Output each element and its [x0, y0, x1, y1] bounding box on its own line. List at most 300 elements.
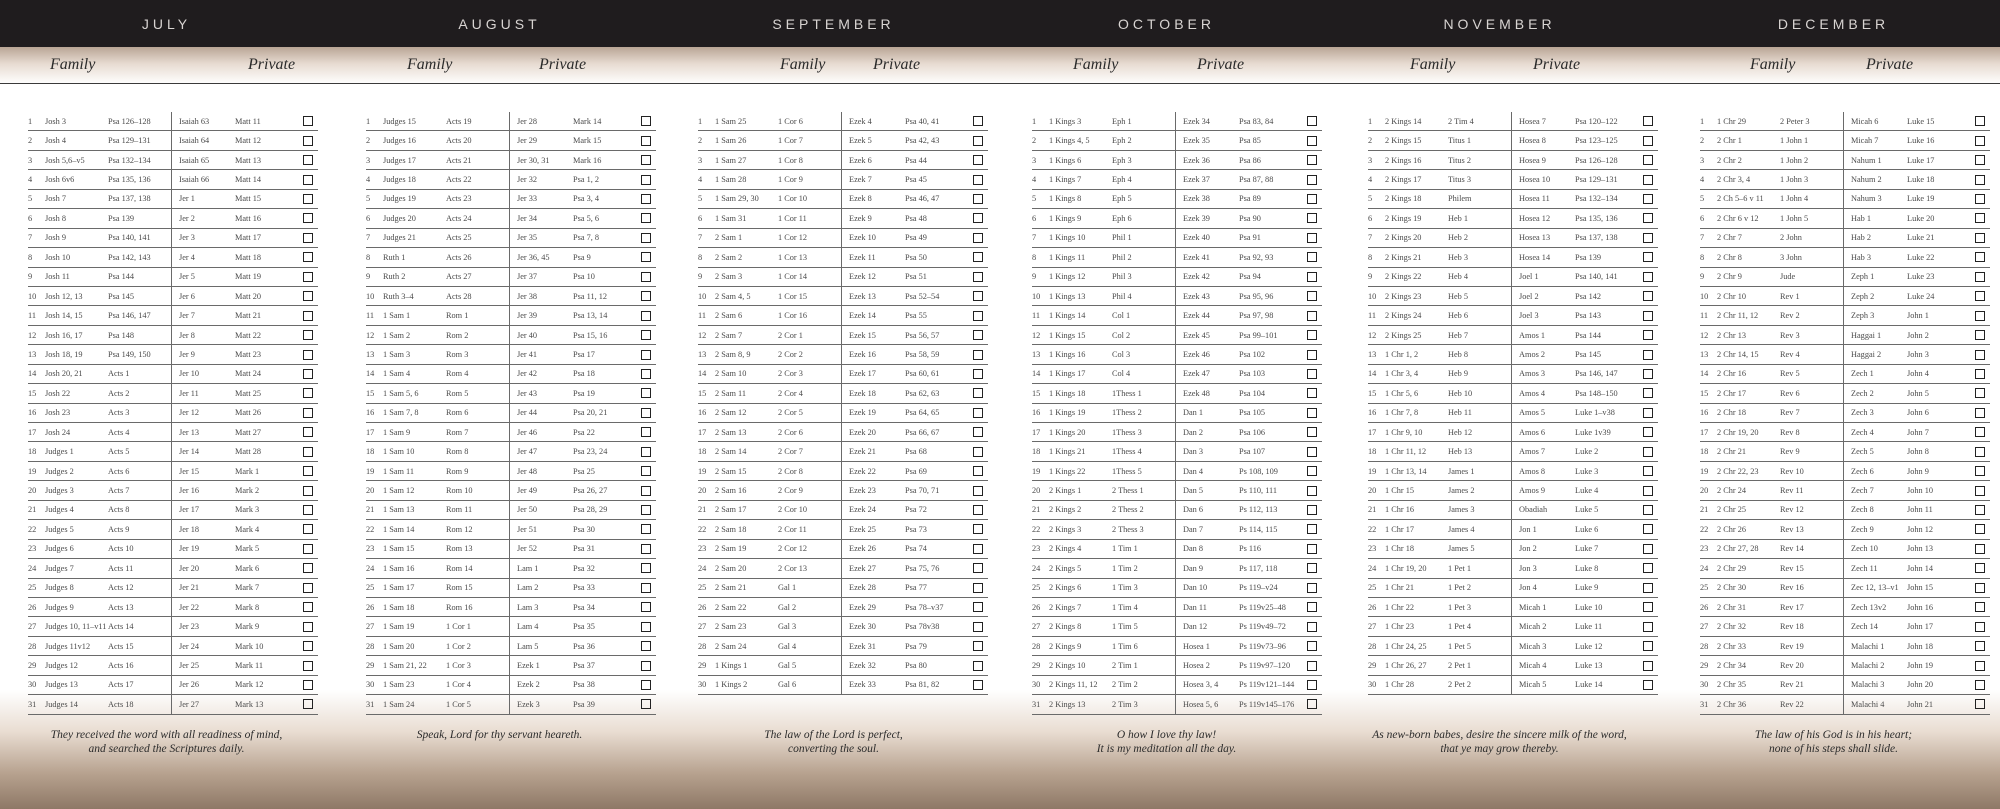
- done-checkbox[interactable]: [973, 524, 983, 534]
- family-reading-2: Eph 6: [1112, 209, 1176, 228]
- done-checkbox[interactable]: [1307, 622, 1317, 632]
- table-row: [28, 170, 318, 189]
- private-reading-1: Jer 7: [172, 306, 236, 325]
- done-checkbox[interactable]: [641, 583, 651, 593]
- done-checkbox[interactable]: [1307, 699, 1317, 709]
- done-checkbox[interactable]: [641, 291, 651, 301]
- private-reading-2: Psa 77: [905, 578, 968, 597]
- family-reading-1: Josh 23: [45, 403, 108, 422]
- done-checkbox[interactable]: [973, 350, 983, 360]
- done-checkbox[interactable]: [641, 641, 651, 651]
- family-reading-1: 2 Kings 9: [1049, 636, 1112, 655]
- done-checkbox[interactable]: [1975, 213, 1985, 223]
- family-reading-2: Psa 148: [108, 325, 172, 344]
- done-checkbox[interactable]: [1643, 641, 1653, 651]
- done-checkbox[interactable]: [641, 252, 651, 262]
- done-checkbox[interactable]: [973, 194, 983, 204]
- table-row: [28, 539, 318, 558]
- checkbox-cell: [1638, 461, 1658, 480]
- done-checkbox[interactable]: [1975, 544, 1985, 554]
- done-checkbox[interactable]: [1975, 252, 1985, 262]
- done-checkbox[interactable]: [1643, 350, 1653, 360]
- private-reading-1: Isaiah 63: [172, 112, 236, 131]
- done-checkbox[interactable]: [303, 213, 313, 223]
- day-number: 20: [1032, 481, 1049, 500]
- done-checkbox[interactable]: [1307, 136, 1317, 146]
- private-reading-2: John 3: [1907, 345, 1970, 364]
- done-checkbox[interactable]: [303, 233, 313, 243]
- table-row: [28, 617, 318, 636]
- done-checkbox[interactable]: [973, 641, 983, 651]
- done-checkbox[interactable]: [303, 427, 313, 437]
- done-checkbox[interactable]: [1307, 194, 1317, 204]
- done-checkbox[interactable]: [641, 194, 651, 204]
- family-reading-1: 2 Kings 3: [1049, 520, 1112, 539]
- column-header-band: [0, 47, 2000, 84]
- done-checkbox[interactable]: [1975, 447, 1985, 457]
- family-reading-1: 1 Chr 5, 6: [1385, 384, 1448, 403]
- family-reading-2: Phil 3: [1112, 267, 1176, 286]
- done-checkbox[interactable]: [641, 602, 651, 612]
- day-number: 30: [28, 675, 45, 694]
- done-checkbox[interactable]: [641, 486, 651, 496]
- done-checkbox[interactable]: [973, 447, 983, 457]
- done-checkbox[interactable]: [641, 622, 651, 632]
- done-checkbox[interactable]: [973, 291, 983, 301]
- done-checkbox[interactable]: [973, 116, 983, 126]
- done-checkbox[interactable]: [1307, 116, 1317, 126]
- day-number: 27: [28, 617, 45, 636]
- done-checkbox[interactable]: [303, 505, 313, 515]
- private-reading-1: Jer 24: [172, 636, 236, 655]
- private-reading-1: Ezek 10: [842, 228, 906, 247]
- private-header: Private: [1533, 56, 1581, 73]
- done-checkbox[interactable]: [973, 408, 983, 418]
- day-number: 27: [366, 617, 383, 636]
- day-number: 1: [28, 112, 45, 131]
- done-checkbox[interactable]: [641, 466, 651, 476]
- done-checkbox[interactable]: [1975, 641, 1985, 651]
- table-row: [698, 675, 988, 694]
- done-checkbox[interactable]: [1975, 116, 1985, 126]
- done-checkbox[interactable]: [1975, 699, 1985, 709]
- private-reading-1: Ezek 9: [842, 209, 906, 228]
- done-checkbox[interactable]: [641, 330, 651, 340]
- checkbox-cell: [968, 520, 988, 539]
- done-checkbox[interactable]: [303, 602, 313, 612]
- done-checkbox[interactable]: [1975, 408, 1985, 418]
- done-checkbox[interactable]: [973, 563, 983, 573]
- done-checkbox[interactable]: [1975, 291, 1985, 301]
- done-checkbox[interactable]: [973, 602, 983, 612]
- family-reading-2: Phil 1: [1112, 228, 1176, 247]
- table-row: [1368, 150, 1658, 169]
- done-checkbox[interactable]: [1975, 272, 1985, 282]
- done-checkbox[interactable]: [1975, 505, 1985, 515]
- done-checkbox[interactable]: [1307, 408, 1317, 418]
- done-checkbox[interactable]: [973, 622, 983, 632]
- done-checkbox[interactable]: [1643, 680, 1653, 690]
- done-checkbox[interactable]: [973, 175, 983, 185]
- done-checkbox[interactable]: [1307, 427, 1317, 437]
- done-checkbox[interactable]: [303, 194, 313, 204]
- done-checkbox[interactable]: [303, 155, 313, 165]
- done-checkbox[interactable]: [1643, 427, 1653, 437]
- family-reading-2: Rev 7: [1780, 403, 1844, 422]
- done-checkbox[interactable]: [1307, 661, 1317, 671]
- private-reading-1: Hosea 12: [1512, 209, 1576, 228]
- private-reading-1: Ezek 7: [842, 170, 906, 189]
- done-checkbox[interactable]: [1975, 583, 1985, 593]
- done-checkbox[interactable]: [1307, 213, 1317, 223]
- done-checkbox[interactable]: [1975, 175, 1985, 185]
- done-checkbox[interactable]: [1643, 661, 1653, 671]
- checkbox-cell: [1302, 617, 1322, 636]
- day-number: 29: [1368, 656, 1385, 675]
- checkbox-cell: [968, 675, 988, 694]
- done-checkbox[interactable]: [303, 388, 313, 398]
- done-checkbox[interactable]: [303, 699, 313, 709]
- family-reading-2: Heb 3: [1448, 248, 1512, 267]
- done-checkbox[interactable]: [1307, 233, 1317, 243]
- done-checkbox[interactable]: [1643, 622, 1653, 632]
- done-checkbox[interactable]: [1975, 311, 1985, 321]
- done-checkbox[interactable]: [641, 544, 651, 554]
- done-checkbox[interactable]: [973, 213, 983, 223]
- done-checkbox[interactable]: [641, 427, 651, 437]
- done-checkbox[interactable]: [1643, 330, 1653, 340]
- done-checkbox[interactable]: [1643, 136, 1653, 146]
- done-checkbox[interactable]: [1307, 641, 1317, 651]
- done-checkbox[interactable]: [303, 583, 313, 593]
- family-reading-2: 2 Cor 1: [778, 325, 842, 344]
- done-checkbox[interactable]: [973, 466, 983, 476]
- done-checkbox[interactable]: [1307, 350, 1317, 360]
- private-reading-1: Hosea 14: [1512, 248, 1576, 267]
- private-reading-1: Ezek 2: [510, 675, 574, 694]
- family-reading-2: Acts 23: [446, 189, 510, 208]
- done-checkbox[interactable]: [973, 369, 983, 379]
- private-reading-1: Ezek 1: [510, 656, 574, 675]
- family-reading-2: 1 Cor 10: [778, 189, 842, 208]
- table-row: [366, 306, 656, 325]
- private-reading-2: Psa 58, 59: [905, 345, 968, 364]
- done-checkbox[interactable]: [641, 699, 651, 709]
- done-checkbox[interactable]: [641, 350, 651, 360]
- done-checkbox[interactable]: [973, 311, 983, 321]
- done-checkbox[interactable]: [1643, 544, 1653, 554]
- done-checkbox[interactable]: [303, 252, 313, 262]
- checkbox-cell: [968, 131, 988, 150]
- done-checkbox[interactable]: [1975, 486, 1985, 496]
- done-checkbox[interactable]: [1307, 291, 1317, 301]
- family-reading-1: Ruth 2: [383, 267, 446, 286]
- done-checkbox[interactable]: [973, 583, 983, 593]
- done-checkbox[interactable]: [1975, 661, 1985, 671]
- done-checkbox[interactable]: [973, 486, 983, 496]
- done-checkbox[interactable]: [303, 680, 313, 690]
- day-number: 9: [1032, 267, 1049, 286]
- done-checkbox[interactable]: [303, 291, 313, 301]
- private-reading-2: Luke 2: [1575, 442, 1638, 461]
- family-reading-2: Rev 3: [1780, 325, 1844, 344]
- day-number: 11: [28, 306, 45, 325]
- done-checkbox[interactable]: [303, 486, 313, 496]
- done-checkbox[interactable]: [641, 505, 651, 515]
- done-checkbox[interactable]: [1643, 505, 1653, 515]
- done-checkbox[interactable]: [641, 388, 651, 398]
- done-checkbox[interactable]: [641, 369, 651, 379]
- done-checkbox[interactable]: [641, 311, 651, 321]
- done-checkbox[interactable]: [1975, 427, 1985, 437]
- day-number: 9: [28, 267, 45, 286]
- done-checkbox[interactable]: [1643, 233, 1653, 243]
- private-reading-2: Ps 119v25–48: [1239, 597, 1302, 616]
- done-checkbox[interactable]: [303, 641, 313, 651]
- done-checkbox[interactable]: [303, 524, 313, 534]
- private-reading-2: Psa 103: [1239, 364, 1302, 383]
- done-checkbox[interactable]: [1307, 155, 1317, 165]
- done-checkbox[interactable]: [1975, 350, 1985, 360]
- done-checkbox[interactable]: [641, 116, 651, 126]
- family-reading-1: 2 Sam 23: [715, 617, 778, 636]
- checkbox-cell: [298, 656, 318, 675]
- family-reading-2: Rom 5: [446, 384, 510, 403]
- done-checkbox[interactable]: [641, 447, 651, 457]
- done-checkbox[interactable]: [303, 330, 313, 340]
- family-header: Family: [780, 56, 826, 73]
- done-checkbox[interactable]: [1975, 330, 1985, 340]
- done-checkbox[interactable]: [303, 622, 313, 632]
- done-checkbox[interactable]: [1307, 563, 1317, 573]
- family-reading-2: 2 Thess 3: [1112, 520, 1176, 539]
- done-checkbox[interactable]: [1643, 524, 1653, 534]
- day-number: 30: [1368, 675, 1385, 694]
- checkbox-cell: [968, 539, 988, 558]
- family-reading-1: Judges 4: [45, 500, 108, 519]
- private-reading-2: John 9: [1907, 461, 1970, 480]
- checkbox-cell: [968, 461, 988, 480]
- family-reading-2: Acts 15: [108, 636, 172, 655]
- private-reading-2: Psa 105: [1239, 403, 1302, 422]
- done-checkbox[interactable]: [973, 544, 983, 554]
- done-checkbox[interactable]: [1975, 369, 1985, 379]
- family-reading-1: 2 Kings 6: [1049, 578, 1112, 597]
- done-checkbox[interactable]: [973, 505, 983, 515]
- done-checkbox[interactable]: [303, 563, 313, 573]
- done-checkbox[interactable]: [1975, 563, 1985, 573]
- done-checkbox[interactable]: [303, 175, 313, 185]
- done-checkbox[interactable]: [303, 661, 313, 671]
- table-row: [1700, 403, 1990, 422]
- private-reading-1: Zech 9: [1844, 520, 1908, 539]
- checkbox-cell: [298, 578, 318, 597]
- done-checkbox[interactable]: [1975, 388, 1985, 398]
- done-checkbox[interactable]: [1643, 369, 1653, 379]
- family-reading-2: Acts 19: [446, 112, 510, 131]
- checkbox-cell: [1302, 578, 1322, 597]
- private-reading-2: John 8: [1907, 442, 1970, 461]
- private-reading-2: Psa 83, 84: [1239, 112, 1302, 131]
- done-checkbox[interactable]: [1307, 505, 1317, 515]
- done-checkbox[interactable]: [641, 680, 651, 690]
- done-checkbox[interactable]: [303, 311, 313, 321]
- private-reading-2: Psa 72: [905, 500, 968, 519]
- done-checkbox[interactable]: [1307, 680, 1317, 690]
- table-row: [1368, 286, 1658, 305]
- table-row: [698, 228, 988, 247]
- done-checkbox[interactable]: [1307, 466, 1317, 476]
- table-row: [1368, 500, 1658, 519]
- private-reading-2: Psa 37: [573, 656, 636, 675]
- private-reading-2: Psa 48: [905, 209, 968, 228]
- done-checkbox[interactable]: [1643, 252, 1653, 262]
- private-reading-1: Jer 13: [172, 423, 236, 442]
- done-checkbox[interactable]: [1307, 583, 1317, 593]
- done-checkbox[interactable]: [1643, 563, 1653, 573]
- done-checkbox[interactable]: [1643, 583, 1653, 593]
- checkbox-cell: [968, 325, 988, 344]
- done-checkbox[interactable]: [303, 408, 313, 418]
- done-checkbox[interactable]: [1643, 272, 1653, 282]
- table-row: [1700, 306, 1990, 325]
- table-row: [1700, 345, 1990, 364]
- checkbox-cell: [1638, 267, 1658, 286]
- done-checkbox[interactable]: [1643, 155, 1653, 165]
- done-checkbox[interactable]: [1307, 175, 1317, 185]
- done-checkbox[interactable]: [1307, 447, 1317, 457]
- done-checkbox[interactable]: [973, 272, 983, 282]
- checkbox-cell: [298, 384, 318, 403]
- done-checkbox[interactable]: [1975, 524, 1985, 534]
- done-checkbox[interactable]: [1975, 622, 1985, 632]
- done-checkbox[interactable]: [973, 233, 983, 243]
- done-checkbox[interactable]: [303, 116, 313, 126]
- done-checkbox[interactable]: [1307, 252, 1317, 262]
- done-checkbox[interactable]: [303, 466, 313, 476]
- checkbox-cell: [636, 539, 656, 558]
- done-checkbox[interactable]: [1643, 447, 1653, 457]
- done-checkbox[interactable]: [973, 136, 983, 146]
- done-checkbox[interactable]: [303, 350, 313, 360]
- day-number: 18: [366, 442, 383, 461]
- done-checkbox[interactable]: [1975, 136, 1985, 146]
- done-checkbox[interactable]: [303, 272, 313, 282]
- done-checkbox[interactable]: [641, 175, 651, 185]
- done-checkbox[interactable]: [973, 388, 983, 398]
- done-checkbox[interactable]: [1975, 233, 1985, 243]
- table-row: [366, 520, 656, 539]
- day-number: 1: [366, 112, 383, 131]
- private-reading-1: Hab 1: [1844, 209, 1908, 228]
- done-checkbox[interactable]: [641, 155, 651, 165]
- family-reading-1: 1 Chr 24, 25: [1385, 636, 1448, 655]
- done-checkbox[interactable]: [1307, 272, 1317, 282]
- done-checkbox[interactable]: [1307, 311, 1317, 321]
- done-checkbox[interactable]: [973, 330, 983, 340]
- family-reading-1: Judges 7: [45, 559, 108, 578]
- day-number: 25: [28, 578, 45, 597]
- done-checkbox[interactable]: [303, 544, 313, 554]
- done-checkbox[interactable]: [1643, 311, 1653, 321]
- private-reading-1: Hab 3: [1844, 248, 1908, 267]
- done-checkbox[interactable]: [973, 661, 983, 671]
- private-reading-1: Malachi 2: [1844, 656, 1908, 675]
- done-checkbox[interactable]: [641, 233, 651, 243]
- done-checkbox[interactable]: [973, 680, 983, 690]
- done-checkbox[interactable]: [1975, 155, 1985, 165]
- family-reading-1: 1 Kings 6: [1049, 150, 1112, 169]
- done-checkbox[interactable]: [1643, 486, 1653, 496]
- family-reading-2: Rev 1: [1780, 286, 1844, 305]
- done-checkbox[interactable]: [1975, 194, 1985, 204]
- done-checkbox[interactable]: [1307, 524, 1317, 534]
- done-checkbox[interactable]: [1307, 388, 1317, 398]
- done-checkbox[interactable]: [973, 155, 983, 165]
- family-reading-2: Rom 12: [446, 520, 510, 539]
- private-reading-1: Zech 5: [1844, 442, 1908, 461]
- family-reading-1: 2 Kings 15: [1385, 131, 1448, 150]
- done-checkbox[interactable]: [641, 524, 651, 534]
- private-reading-2: Mark 8: [235, 597, 298, 616]
- done-checkbox[interactable]: [1643, 388, 1653, 398]
- table-row: [1700, 112, 1990, 131]
- done-checkbox[interactable]: [1975, 680, 1985, 690]
- family-reading-2: 1 Cor 12: [778, 228, 842, 247]
- done-checkbox[interactable]: [1975, 466, 1985, 476]
- done-checkbox[interactable]: [1975, 602, 1985, 612]
- done-checkbox[interactable]: [303, 447, 313, 457]
- done-checkbox[interactable]: [1643, 175, 1653, 185]
- family-reading-2: 1 Pet 1: [1448, 559, 1512, 578]
- done-checkbox[interactable]: [641, 272, 651, 282]
- family-reading-2: 2 Peter 3: [1780, 112, 1844, 131]
- checkbox-cell: [636, 286, 656, 305]
- done-checkbox[interactable]: [1643, 408, 1653, 418]
- done-checkbox[interactable]: [641, 136, 651, 146]
- done-checkbox[interactable]: [973, 427, 983, 437]
- family-reading-1: Judges 5: [45, 520, 108, 539]
- checkbox-cell: [1638, 228, 1658, 247]
- done-checkbox[interactable]: [641, 408, 651, 418]
- done-checkbox[interactable]: [1643, 116, 1653, 126]
- done-checkbox[interactable]: [1643, 291, 1653, 301]
- done-checkbox[interactable]: [641, 563, 651, 573]
- done-checkbox[interactable]: [641, 661, 651, 671]
- family-reading-2: Heb 4: [1448, 267, 1512, 286]
- family-reading-2: Acts 3: [108, 403, 172, 422]
- done-checkbox[interactable]: [303, 369, 313, 379]
- done-checkbox[interactable]: [1307, 486, 1317, 496]
- done-checkbox[interactable]: [973, 252, 983, 262]
- done-checkbox[interactable]: [641, 213, 651, 223]
- done-checkbox[interactable]: [1307, 544, 1317, 554]
- done-checkbox[interactable]: [1643, 213, 1653, 223]
- done-checkbox[interactable]: [1307, 602, 1317, 612]
- done-checkbox[interactable]: [1643, 194, 1653, 204]
- done-checkbox[interactable]: [1307, 330, 1317, 340]
- done-checkbox[interactable]: [303, 136, 313, 146]
- done-checkbox[interactable]: [1643, 466, 1653, 476]
- day-number: 7: [1368, 228, 1385, 247]
- private-reading-2: Psa 68: [905, 442, 968, 461]
- private-reading-2: Psa 18: [573, 364, 636, 383]
- done-checkbox[interactable]: [1643, 602, 1653, 612]
- day-number: 1: [1368, 112, 1385, 131]
- family-reading-1: 1 Kings 7: [1049, 170, 1112, 189]
- checkbox-cell: [1302, 481, 1322, 500]
- done-checkbox[interactable]: [1307, 369, 1317, 379]
